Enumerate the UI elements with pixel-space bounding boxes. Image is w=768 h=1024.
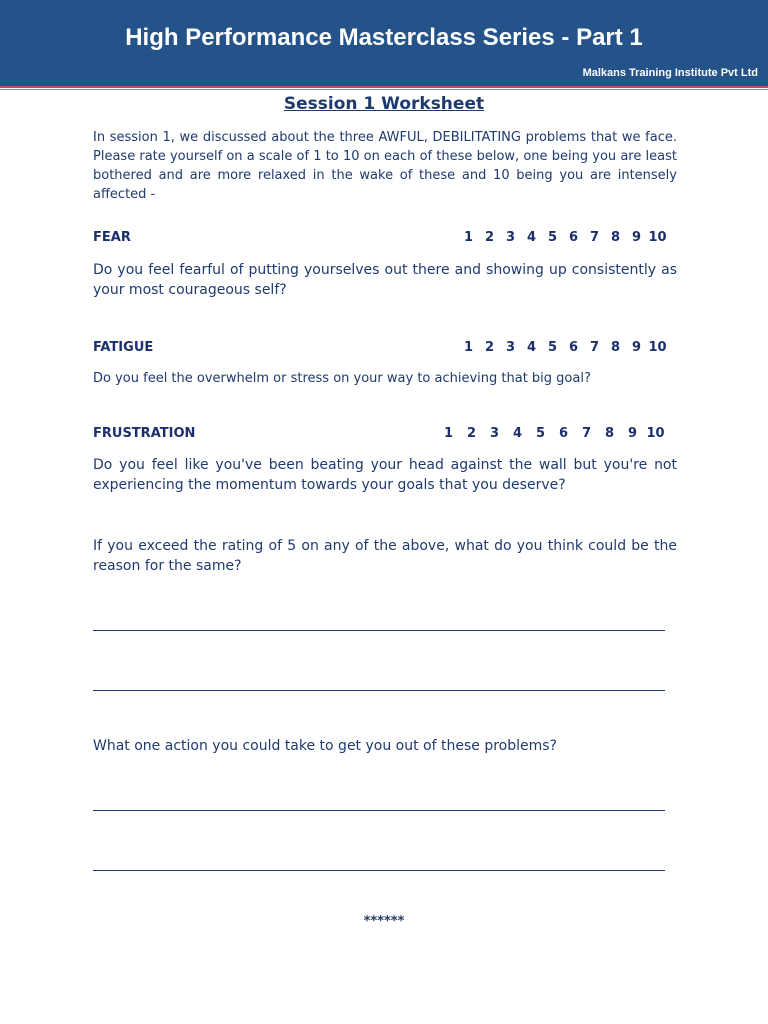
reason-question: If you exceed the rating of 5 on any of the above, what do you think could be the reason for the same?: [93, 538, 677, 574]
closing-stars: ******: [363, 914, 405, 929]
rating-option[interactable]: 6: [558, 426, 569, 441]
answer-line[interactable]: [93, 690, 665, 691]
fear-question: Do you feel fearful of putting yourselves out there and showing up consistently as your most courageous self?: [93, 262, 677, 298]
frustration-rating-scale[interactable]: [438, 426, 666, 441]
rating-option[interactable]: 7: [589, 340, 600, 355]
rating-option[interactable]: 9: [631, 340, 642, 355]
answer-line[interactable]: [93, 870, 665, 871]
rating-option[interactable]: 5: [535, 426, 546, 441]
answer-line[interactable]: [93, 810, 665, 811]
fatigue-question: Do you feel the overwhelm or stress on your way to achieving that big goal?: [93, 371, 591, 386]
rating-option[interactable]: 10: [648, 340, 667, 355]
header-banner: [0, 0, 768, 86]
rating-option[interactable]: 3: [505, 340, 516, 355]
rating-option[interactable]: 10: [646, 426, 665, 441]
rating-option[interactable]: 9: [631, 230, 642, 245]
fear-label: FEAR: [93, 230, 131, 245]
rating-option[interactable]: 7: [589, 230, 600, 245]
frustration-label: FRUSTRATION: [93, 426, 196, 441]
header-divider: [0, 86, 768, 88]
rating-option[interactable]: 2: [484, 340, 495, 355]
rating-option[interactable]: 4: [512, 426, 523, 441]
rating-option[interactable]: 6: [568, 230, 579, 245]
worksheet-title: Session 1 Worksheet: [283, 94, 485, 114]
rating-option[interactable]: 9: [627, 426, 638, 441]
rating-option[interactable]: 10: [648, 230, 667, 245]
rating-option[interactable]: 7: [581, 426, 592, 441]
rating-option[interactable]: 1: [443, 426, 454, 441]
answer-line[interactable]: [93, 630, 665, 631]
rating-option[interactable]: 5: [547, 340, 558, 355]
rating-option[interactable]: 5: [547, 230, 558, 245]
rating-option[interactable]: 6: [568, 340, 579, 355]
rating-option[interactable]: 3: [505, 230, 516, 245]
rating-option[interactable]: 2: [484, 230, 495, 245]
rating-option[interactable]: 4: [526, 340, 537, 355]
rating-option[interactable]: 4: [526, 230, 537, 245]
rating-option[interactable]: 8: [610, 340, 621, 355]
intro-paragraph: In session 1, we discussed about the three AWFUL, DEBILITATING problems that we face. Please rate yourself on a scale of 1 to 10 on each of these below, one being you are least bothered and are more relaxed in the wake of these and 10 being you are intensely affected -: [93, 130, 677, 202]
rating-option[interactable]: 2: [466, 426, 477, 441]
organization-name: Malkans Training Institute Pvt Ltd: [582, 67, 758, 79]
page-title: High Performance Masterclass Series - Part 1: [125, 24, 643, 51]
rating-option[interactable]: 1: [463, 340, 474, 355]
rating-option[interactable]: 3: [489, 426, 500, 441]
header-divider-thin: [0, 89, 768, 90]
fear-rating-scale[interactable]: [458, 230, 668, 245]
fatigue-label: FATIGUE: [93, 340, 154, 355]
action-question: What one action you could take to get you out of these problems?: [93, 738, 557, 754]
rating-option[interactable]: 1: [463, 230, 474, 245]
fatigue-rating-scale[interactable]: [458, 340, 668, 355]
rating-option[interactable]: 8: [610, 230, 621, 245]
frustration-question: Do you feel like you've been beating your head against the wall but you're not experiencing the momentum towards your goals that you deserve?: [93, 457, 677, 493]
rating-option[interactable]: 8: [604, 426, 615, 441]
